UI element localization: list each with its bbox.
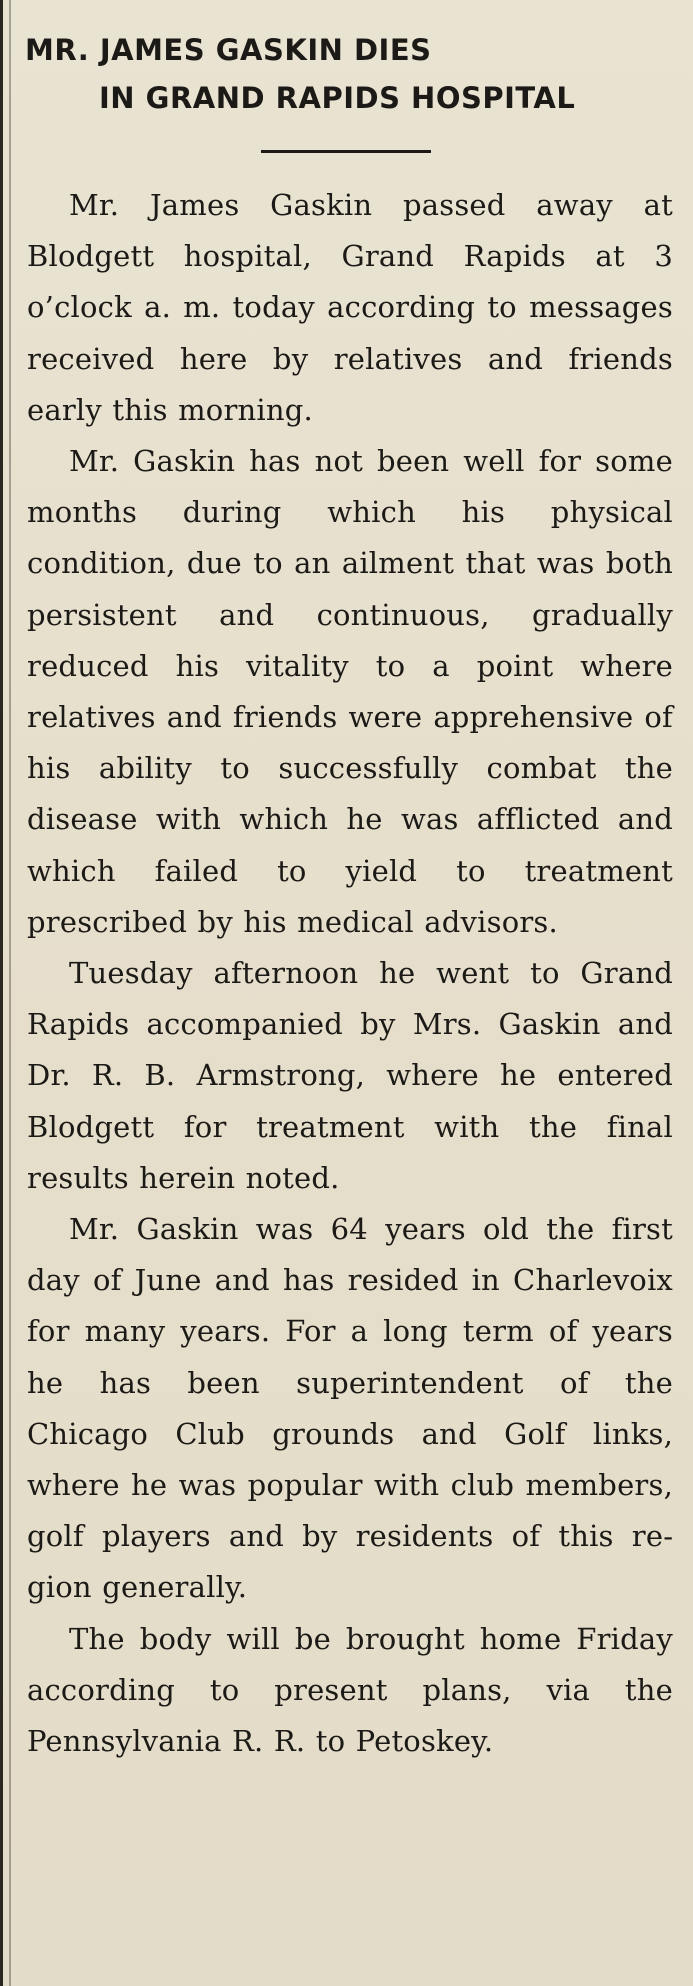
headline: [25, 26, 679, 122]
headline-divider: [261, 150, 431, 153]
paragraph-5: The body will be brought home Friday according to present plans, via the Pennsylvania R. R. to Petoskey.: [27, 1621, 673, 1759]
article-body: [27, 180, 673, 1767]
paragraph-4: Mr. Gaskin was 64 years old the first day of June and has resided in Charlevoix for many years. For a long term of years he has been superintendent of the Chicago Club grounds and Golf links, where he was popular with club members, golf players and by residents of this region generally.: [27, 1212, 673, 1605]
headline-line-1: MR. JAMES GASKIN DIES: [25, 33, 432, 67]
paragraph-2: Mr. Gaskin has not been well for some months during which his physical condition, due to an ailment that was both persistent and continuous, gradually reduced his vitality to a point where relatives and friends were apprehensive of his ability to successfully combat the disease with which he was afflicted and which failed to yield to treatment prescribed by his medical advisors.: [27, 444, 673, 939]
paragraph-1: Mr. James Gaskin passed away at Blodgett hospital, Grand Rapids at 3 o’clock a. m. today according to messages received here by relatives and friends early this morning.: [27, 188, 673, 427]
headline-line-2: IN GRAND RAPIDS HOSPITAL: [99, 81, 576, 115]
paragraph-3: Tuesday afternoon he went to Grand Rapids accompanied by Mrs. Gaskin and Dr. R. B. Armstrong, where he entered Blodgett for treatment with the final results herein noted.: [27, 956, 673, 1195]
